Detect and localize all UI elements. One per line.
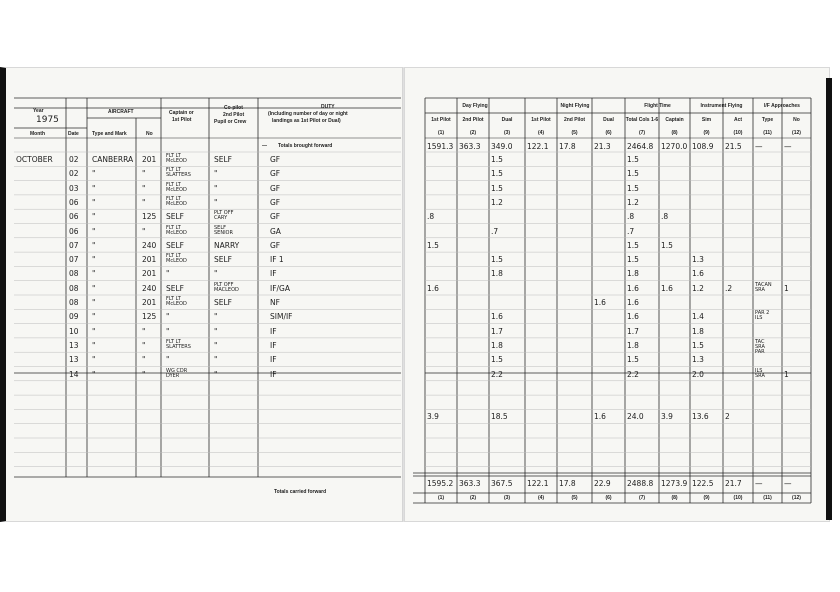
column-number: (5) [571, 130, 578, 136]
flight-time-value: 1.8 [692, 326, 704, 336]
date-cell: 14 [69, 369, 79, 379]
brought-forward-value: 363.3 [459, 142, 481, 151]
column-number: (4) [537, 130, 545, 136]
date-cell: 06 [69, 212, 79, 222]
column-header: 2nd Pilot [563, 117, 586, 123]
captain-cell: FLT LT SLATTERS [166, 338, 191, 350]
brought-forward-value: — [755, 142, 763, 151]
subtotal-value: 3.9 [427, 412, 439, 421]
copilot-header-2: 2nd Pilot [223, 112, 245, 118]
footer-column-number: (3) [503, 495, 511, 501]
column-header: Act [733, 117, 743, 123]
aircraft-type-cell: " [92, 298, 96, 307]
captain-cell: SELF [166, 283, 184, 293]
flight-time-value: 1.3 [692, 355, 704, 365]
instrument-flying-header: Instrument Flying [700, 103, 743, 109]
copilot-header-3: Pupil or Crew [214, 119, 247, 125]
duty-cell: IF [270, 326, 277, 336]
date-cell: 09 [69, 312, 79, 322]
copilot-cell: " [214, 355, 218, 365]
duty-cell: NF [270, 298, 280, 307]
month-cell: OCTOBER [16, 155, 53, 164]
duty-cell: GF [270, 183, 281, 193]
number-header: No [146, 131, 153, 137]
flight-time-value: 1.5 [491, 255, 503, 265]
aircraft-type-cell: " [92, 240, 96, 250]
date-cell: 02 [69, 155, 79, 164]
flight-time-value: 1.5 [627, 355, 639, 365]
month-header: Month [30, 131, 45, 137]
flight-time-value: 1.2 [627, 197, 639, 207]
brought-forward-value: 108.9 [692, 142, 714, 151]
copilot-cell: " [214, 169, 218, 179]
captain-cell: FLT LT McLEOD [166, 296, 187, 307]
aircraft-type-cell: " [92, 183, 96, 193]
carried-forward-value: 2488.8 [627, 479, 654, 488]
right-logbook-page [404, 67, 830, 522]
column-header: Dual [603, 117, 614, 123]
brought-forward-value: 1270.0 [661, 142, 688, 151]
flight-time-value: 1.5 [491, 355, 503, 365]
copilot-cell: " [214, 312, 218, 322]
flight-time-value: TAC SRA PAR [755, 338, 765, 355]
copilot-cell: " [214, 183, 218, 193]
column-header: Total Cols 1-6 [625, 117, 659, 123]
flight-time-value: 2.0 [692, 369, 704, 379]
column-number: (7) [638, 130, 646, 136]
column-header: Captain [665, 117, 684, 123]
flight-time-value: 2.2 [627, 369, 639, 379]
flight-time-value: 1.5 [627, 169, 639, 179]
type-mark-header: Type and Mark [92, 131, 127, 137]
aircraft-number-cell: " [142, 369, 146, 379]
column-header: Dual [501, 117, 513, 123]
flight-time-value: 1.6 [627, 283, 639, 293]
column-number: (2) [469, 130, 477, 136]
flight-time-value: 2.2 [491, 369, 503, 379]
carried-forward-value: 1595.2 [427, 479, 454, 488]
copilot-cell: " [214, 326, 218, 336]
flight-time-value: 1.6 [627, 298, 639, 307]
carried-forward-value: 1273.9 [661, 479, 688, 488]
aircraft-type-cell: " [92, 355, 96, 365]
copilot-cell: SELF SENIOR [214, 224, 233, 236]
column-number: (12) [792, 130, 801, 136]
captain-cell: FLT LT McLEOD [166, 224, 187, 236]
flight-time-value: 1.6 [594, 298, 606, 307]
aircraft-type-cell: " [92, 226, 96, 236]
flight-time-value: 1 [784, 369, 789, 379]
day-flying-header: Day Flying [462, 103, 488, 109]
copilot-cell: " [214, 340, 218, 350]
column-number: (6) [605, 130, 612, 136]
flight-time-value: 1.5 [627, 183, 639, 193]
flight-time-value: PAR 2 ILS [755, 310, 770, 322]
column-header: 2nd Pilot [462, 117, 484, 123]
captain-cell: " [166, 269, 170, 279]
flight-time-value: 1.5 [491, 183, 503, 193]
captain-cell: " [166, 326, 170, 336]
left-logbook-page [0, 67, 407, 522]
column-number: (11) [763, 130, 772, 136]
aircraft-number-cell: " [142, 326, 146, 336]
captain-cell: FLT LT McLEOD [166, 181, 187, 193]
footer-column-number: (2) [469, 495, 477, 501]
aircraft-number-cell: " [142, 226, 146, 236]
carried-forward-value: 363.3 [459, 479, 481, 488]
brought-forward-value: 1591.3 [427, 142, 454, 151]
date-cell: 07 [69, 255, 79, 265]
flight-time-value: 1.5 [491, 169, 503, 179]
duty-cell: IF [270, 355, 277, 365]
duty-cell: GA [270, 226, 281, 236]
date-header: Date [68, 131, 79, 137]
footer-column-number: (11) [763, 495, 772, 501]
aircraft-number-cell: 125 [142, 312, 157, 322]
year-header: Year [33, 108, 44, 114]
totals-carried-forward: Totals carried forward [274, 489, 327, 495]
date-cell: 10 [69, 326, 79, 336]
aircraft-type-cell: CANBERRA [92, 155, 134, 164]
flight-time-value: 1.8 [627, 269, 639, 279]
column-number: (3) [503, 130, 511, 136]
flight-time-value: .8 [661, 212, 669, 222]
page-edge-shadow [826, 78, 832, 520]
column-number: (10) [733, 130, 743, 136]
duty-subheader-2: landings as 1st Pilot or Dual) [272, 118, 341, 124]
totals-brought-forward: Totals brought forward [278, 143, 333, 149]
aircraft-type-cell: " [92, 255, 96, 265]
if-approaches-header: I/F Approaches [764, 103, 800, 109]
captain-cell: FLT LT SLATTERS [166, 167, 191, 179]
column-header: 1st Pilot [431, 117, 451, 123]
flight-time-value: 1.8 [491, 269, 503, 279]
aircraft-number-cell: 201 [142, 255, 157, 265]
duty-cell: IF [270, 269, 277, 279]
copilot-cell: " [214, 197, 218, 207]
flight-time-value: .2 [725, 283, 733, 293]
aircraft-type-cell: " [92, 369, 96, 379]
date-cell: 02 [69, 169, 79, 179]
duty-cell: IF 1 [270, 255, 284, 265]
duty-cell: SIM/IF [270, 312, 293, 322]
aircraft-type-cell: " [92, 340, 96, 350]
column-number: (9) [703, 130, 710, 136]
date-cell: 13 [69, 340, 79, 350]
copilot-cell: " [214, 369, 218, 379]
date-cell: 03 [69, 183, 79, 193]
duty-subheader-1: (Including number of day or night [268, 111, 348, 117]
aircraft-number-cell: " [142, 355, 146, 365]
subtotal-value: 2 [725, 412, 730, 421]
flight-time-value: 1.5 [692, 340, 704, 350]
subtotal-value: 13.6 [692, 412, 709, 421]
aircraft-number-cell: " [142, 169, 146, 179]
flight-time-value: 1.5 [491, 155, 503, 164]
copilot-cell: SELF [214, 155, 232, 164]
copilot-cell: PLT OFF CARY [214, 210, 234, 222]
flight-time-value: 1.5 [627, 255, 639, 265]
flight-time-value: 1.5 [627, 240, 639, 250]
column-header: No [793, 117, 800, 123]
flight-time-value: 1.6 [427, 283, 439, 293]
copilot-header-1: Co-pilot [224, 105, 243, 111]
duty-cell: GF [270, 155, 281, 164]
subtotal-value: 18.5 [491, 412, 508, 421]
brought-forward-value: 21.3 [594, 142, 611, 151]
brought-forward-value: 2464.8 [627, 142, 654, 151]
carried-forward-value: 21.7 [725, 479, 742, 488]
duty-cell: IF [270, 340, 277, 350]
flight-time-value: 1.5 [661, 240, 673, 250]
flight-time-value: .8 [627, 212, 635, 222]
aircraft-number-cell: " [142, 183, 146, 193]
flight-time-value: 1.7 [627, 326, 639, 336]
date-cell: 06 [69, 226, 79, 236]
carried-forward-value: 122.5 [692, 479, 714, 488]
carried-forward-value: 17.8 [559, 479, 576, 488]
aircraft-number-cell: 201 [142, 155, 157, 164]
captain-cell: SELF [166, 240, 184, 250]
captain-header-2: 1st Pilot [172, 117, 192, 123]
footer-column-number: (5) [571, 495, 578, 501]
footer-column-number: (1) [437, 495, 445, 501]
brought-forward-dash: — [262, 143, 267, 149]
footer-column-number: (12) [792, 495, 801, 501]
date-cell: 07 [69, 240, 79, 250]
right-page-grid [405, 68, 830, 522]
column-header: 1st Pilot [531, 117, 551, 123]
date-cell: 13 [69, 355, 79, 365]
duty-cell: IF [270, 369, 277, 379]
aircraft-type-cell: " [92, 197, 96, 207]
duty-header: DUTY [321, 104, 335, 110]
flight-time-value: 1.8 [491, 340, 503, 350]
flight-time-value: 1.8 [627, 340, 639, 350]
night-flying-header: Night Flying [560, 103, 590, 109]
aircraft-number-cell: " [142, 197, 146, 207]
aircraft-type-cell: " [92, 212, 96, 222]
aircraft-header: AIRCRAFT [108, 109, 134, 115]
flight-time-value: 1.3 [692, 255, 704, 265]
subtotal-value: 24.0 [627, 412, 644, 421]
duty-cell: GF [270, 212, 281, 222]
flight-time-value: 1.6 [627, 312, 639, 322]
captain-cell: FLT LT McLEOD [166, 153, 187, 164]
captain-cell: " [166, 312, 170, 322]
flight-time-value: 1.6 [661, 283, 673, 293]
footer-column-number: (10) [733, 495, 743, 501]
date-cell: 08 [69, 298, 79, 307]
flight-time-value: 1.5 [627, 155, 639, 164]
duty-cell: GF [270, 169, 281, 179]
carried-forward-value: — [784, 479, 792, 488]
copilot-cell: NARRY [214, 240, 240, 250]
column-header: Sim [701, 117, 712, 123]
flight-time-value: .7 [627, 226, 635, 236]
aircraft-type-cell: " [92, 269, 96, 279]
carried-forward-value: 122.1 [527, 479, 549, 488]
brought-forward-value: 349.0 [491, 142, 513, 151]
aircraft-number-cell: 201 [142, 269, 157, 279]
copilot-cell: " [214, 269, 218, 279]
copilot-cell: PLT OFF MACLEOD [214, 281, 239, 293]
duty-cell: IF/GA [270, 283, 290, 293]
captain-cell: SELF [166, 212, 184, 222]
footer-column-number: (9) [703, 495, 710, 501]
flight-time-value: 1.2 [491, 197, 503, 207]
aircraft-number-cell: 201 [142, 298, 157, 307]
brought-forward-value: 122.1 [527, 142, 549, 151]
date-cell: 06 [69, 197, 79, 207]
flight-time-value: 1 [784, 283, 789, 293]
footer-column-number: (7) [638, 495, 646, 501]
year-value: 1975 [36, 115, 59, 125]
aircraft-number-cell: 240 [142, 240, 157, 250]
carried-forward-value: 367.5 [491, 479, 513, 488]
footer-column-number: (8) [671, 495, 678, 501]
copilot-cell: SELF [214, 255, 232, 265]
aircraft-number-cell: " [142, 340, 146, 350]
aircraft-type-cell: " [92, 326, 96, 336]
column-number: (1) [437, 130, 445, 136]
captain-header-1: Captain or [169, 110, 194, 116]
date-cell: 08 [69, 283, 79, 293]
aircraft-number-cell: 125 [142, 212, 157, 222]
brought-forward-value: 17.8 [559, 142, 576, 151]
carried-forward-value: — [755, 479, 763, 488]
carried-forward-value: 22.9 [594, 479, 611, 488]
flight-time-value: 1.7 [491, 326, 503, 336]
flight-time-value: .7 [491, 226, 499, 236]
flight-time-value: 1.2 [692, 283, 704, 293]
date-cell: 08 [69, 269, 79, 279]
captain-cell: " [166, 355, 170, 365]
brought-forward-value: 21.5 [725, 142, 742, 151]
duty-cell: GF [270, 197, 281, 207]
copilot-cell: SELF [214, 298, 232, 307]
flight-time-value: 1.4 [692, 312, 704, 322]
footer-column-number: (4) [537, 495, 545, 501]
flight-time-value: TACAN SRA [755, 281, 772, 293]
column-number: (8) [671, 130, 678, 136]
duty-cell: GF [270, 240, 281, 250]
aircraft-type-cell: " [92, 312, 96, 322]
column-header: Type [761, 117, 774, 123]
captain-cell: FLT LT McLEOD [166, 195, 187, 207]
subtotal-value: 3.9 [661, 412, 673, 421]
left-page-grid [6, 68, 407, 522]
subtotal-value: 1.6 [594, 412, 606, 421]
footer-column-number: (6) [605, 495, 612, 501]
captain-cell: FLT LT McLEOD [166, 253, 187, 265]
brought-forward-value: — [784, 142, 792, 151]
captain-cell: WG CDR DYER [166, 367, 188, 379]
aircraft-type-cell: " [92, 283, 96, 293]
flight-time-value: 1.5 [427, 240, 439, 250]
flight-time-value: 1.6 [692, 269, 704, 279]
aircraft-type-cell: " [92, 169, 96, 179]
flight-time-value: ILS SRA [755, 367, 765, 379]
flight-time-value: 1.6 [491, 312, 503, 322]
flight-time-header: Flight Time [644, 103, 671, 109]
aircraft-number-cell: 240 [142, 283, 157, 293]
flight-time-value: .8 [427, 212, 435, 222]
